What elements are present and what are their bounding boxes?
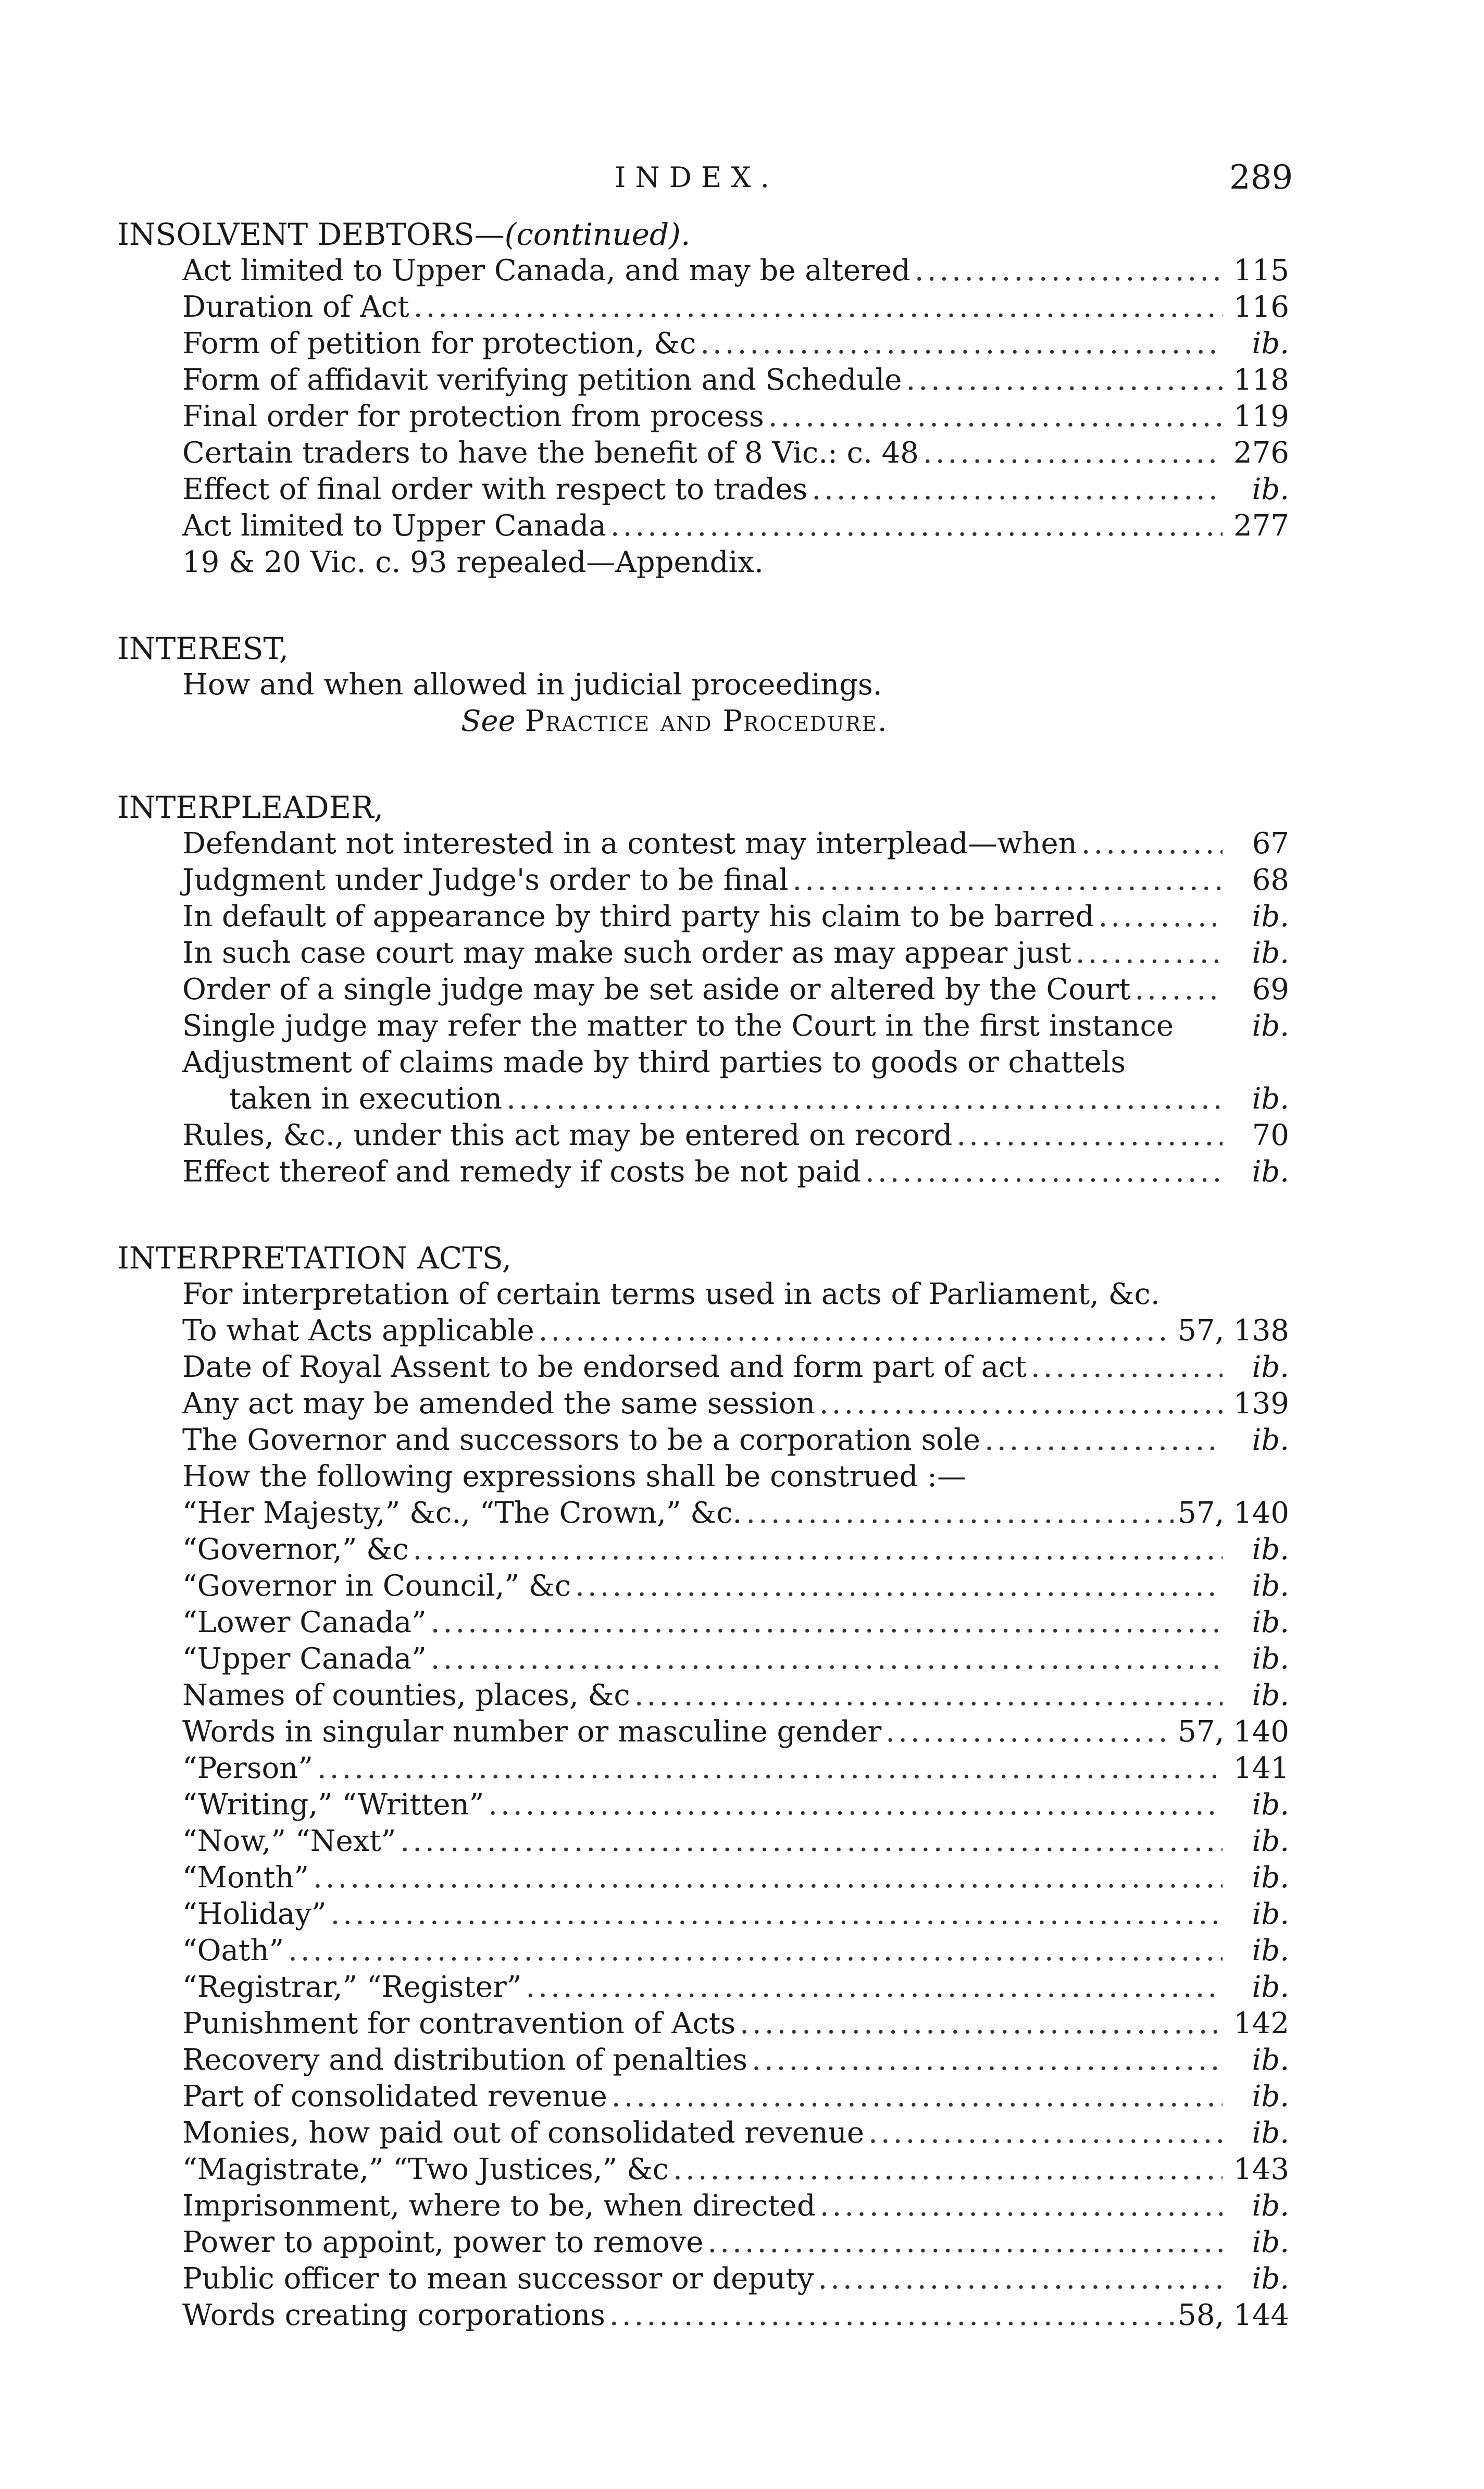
index-section <box>117 789 1289 1190</box>
dot-leader <box>746 1495 1174 1532</box>
index-entry <box>117 2006 1289 2042</box>
entry-text: Date of Royal Assent to be endorsed and form part of act <box>182 1350 1027 1384</box>
section-heading-suffix: (continued). <box>504 217 691 252</box>
entry-page-ref: 57, 140 <box>1178 1715 1289 1749</box>
entry-text: Certain traders to have the benefit of 8 Vic.: c. 48 <box>182 436 919 470</box>
entry-page-ref: 139 <box>1233 1387 1289 1421</box>
dot-leader <box>865 1154 1223 1190</box>
entry-text: Power to appoint, power to remove <box>182 2225 704 2259</box>
see-reference <box>117 703 1289 740</box>
entry-page-ref: ib. <box>1252 1082 1289 1116</box>
dot-leader <box>819 1386 1223 1422</box>
index-body <box>117 216 1289 2334</box>
index-entry <box>117 1896 1289 1933</box>
index-plain-line: 19 & 20 Vic. c. 93 repealed—Appendix. <box>182 545 764 579</box>
index-entry <box>117 1641 1289 1677</box>
entry-text: Effect of final order with respect to trades <box>182 472 808 506</box>
entry-page-ref: ib. <box>1252 2225 1289 2259</box>
dot-leader <box>526 1969 1223 2006</box>
index-entry <box>117 2115 1289 2151</box>
dot-leader <box>539 1313 1174 1349</box>
dot-leader <box>575 1568 1223 1604</box>
entry-page-ref: 57, 140 <box>1178 1496 1289 1530</box>
dot-leader <box>906 362 1223 399</box>
dot-leader <box>1031 1349 1223 1386</box>
index-entry <box>117 1349 1289 1386</box>
entry-text: Single judge may refer the matter to the Court in the first instance <box>182 1009 1174 1043</box>
entry-page-ref: 116 <box>1233 290 1289 324</box>
index-plain-line: How and when allowed in judicial proceedings. <box>182 668 882 702</box>
index-plain-line: For interpretation of certain terms used in acts of Parliament, &c. <box>182 1277 1160 1311</box>
entry-page-ref: ib. <box>1252 1155 1289 1189</box>
index-entry <box>117 508 1289 544</box>
index-entry <box>117 1750 1289 1787</box>
index-entry <box>117 862 1289 899</box>
entry-page-ref: ib. <box>1252 1350 1289 1384</box>
dot-leader <box>288 1933 1223 1969</box>
entry-text: Imprisonment, where to be, when directed <box>182 2189 816 2223</box>
entry-text: “Person” <box>182 1751 313 1785</box>
entry-page-ref: ib. <box>1252 1788 1289 1822</box>
dot-leader <box>609 2297 1174 2334</box>
section-gap <box>117 1190 1289 1240</box>
index-entry <box>117 826 1289 862</box>
entry-page-ref: ib. <box>1252 1934 1289 1968</box>
index-entry <box>117 1933 1289 1969</box>
entry-page-ref: 68 <box>1252 863 1289 897</box>
index-entry <box>117 1969 1289 2006</box>
entry-page-ref: ib. <box>1252 1533 1289 1566</box>
index-entry <box>117 1823 1289 1860</box>
entry-page-ref: ib. <box>1252 1569 1289 1603</box>
index-entry <box>117 2297 1289 2334</box>
dot-leader <box>431 1604 1223 1641</box>
entry-text: Words in singular number or masculine gender <box>182 1715 882 1749</box>
entry-page-ref: ib. <box>1252 1970 1289 2004</box>
dot-leader <box>1081 826 1223 862</box>
entry-text: Punishment for contravention of Acts <box>182 2007 736 2040</box>
index-plain-line: How the following expressions shall be construed :— <box>182 1460 966 1494</box>
section-heading-text: INTEREST, <box>117 631 289 666</box>
dot-leader <box>413 1532 1223 1568</box>
dot-leader <box>868 2115 1223 2151</box>
entry-page-ref: ib. <box>1252 1678 1289 1712</box>
dot-leader <box>792 862 1223 899</box>
dot-leader <box>612 2079 1223 2115</box>
entry-page-ref: 276 <box>1233 436 1289 470</box>
dot-leader <box>431 1641 1223 1677</box>
dot-leader <box>707 2224 1223 2261</box>
dot-leader <box>317 1750 1223 1787</box>
index-section <box>117 1240 1289 2334</box>
entry-text: “Governor,” &c <box>182 1533 409 1566</box>
entry-page-ref: 143 <box>1233 2152 1289 2186</box>
entry-text: Defendant not interested in a contest may interplead—when <box>182 827 1077 861</box>
section-gap <box>117 740 1289 789</box>
dot-leader <box>768 399 1223 435</box>
dot-leader <box>812 471 1223 508</box>
index-entry <box>117 1154 1289 1190</box>
section-heading-text: INTERPRETATION ACTS, <box>117 1240 512 1276</box>
index-entry <box>117 1568 1289 1604</box>
dot-leader <box>331 1896 1223 1933</box>
entry-text: To what Acts applicable <box>182 1314 534 1348</box>
index-entry <box>117 471 1289 508</box>
entry-text: Final order for protection from process <box>182 400 764 433</box>
dot-leader <box>752 2042 1223 2079</box>
entry-page-ref: ib. <box>1252 1423 1289 1457</box>
entry-text: “Writing,” “Written” <box>182 1788 484 1822</box>
entry-page-ref: 141 <box>1233 1751 1289 1785</box>
entry-text: Rules, &c., under this act may be entered on record <box>182 1118 953 1152</box>
index-entry <box>117 289 1289 326</box>
section-heading <box>117 789 1289 826</box>
entry-text: “Lower Canada” <box>182 1606 427 1639</box>
dot-leader <box>740 2006 1223 2042</box>
dot-leader <box>818 2261 1223 2297</box>
dot-leader <box>886 1714 1174 1750</box>
index-entry <box>117 1677 1289 1714</box>
index-entry <box>117 1714 1289 1750</box>
entry-text: Act limited to Upper Canada <box>182 509 606 543</box>
entry-page-ref: ib. <box>1252 900 1289 934</box>
dot-leader <box>506 1081 1223 1117</box>
entry-page-ref: ib. <box>1252 1824 1289 1858</box>
index-entry <box>117 1604 1289 1641</box>
entry-text: “Month” <box>182 1861 309 1895</box>
entry-text: “Oath” <box>182 1934 284 1968</box>
index-entry <box>117 1081 1289 1117</box>
entry-page-ref: 118 <box>1233 363 1289 397</box>
entry-text: Duration of Act <box>182 290 409 324</box>
index-entry <box>117 2079 1289 2115</box>
entry-text: “Registrar,” “Register” <box>182 1970 522 2004</box>
dot-leader <box>634 1677 1223 1714</box>
entry-page-ref: ib. <box>1252 327 1289 360</box>
index-entry <box>117 2188 1289 2224</box>
entry-page-ref: 70 <box>1252 1118 1289 1152</box>
entry-text: In such case court may make such order as may appear just <box>182 936 1071 970</box>
entry-page-ref: ib. <box>1252 1897 1289 1931</box>
section-heading <box>117 1240 1289 1276</box>
entry-page-ref: ib. <box>1252 2116 1289 2150</box>
entry-page-ref: ib. <box>1252 472 1289 506</box>
entry-text: In default of appearance by third party his claim to be barred <box>182 900 1094 934</box>
index-entry <box>117 935 1289 972</box>
entry-page-ref: ib. <box>1252 2080 1289 2113</box>
see-target: Practice and Procedure. <box>525 704 888 738</box>
section-heading-text: INTERPLEADER, <box>117 790 384 825</box>
dot-leader <box>414 289 1223 326</box>
section-heading <box>117 630 1289 667</box>
entry-page-ref: 277 <box>1233 509 1289 543</box>
index-entry <box>117 435 1289 471</box>
dot-leader <box>1134 972 1223 1008</box>
entry-text: Effect thereof and remedy if costs be not paid <box>182 1155 862 1189</box>
index-entry <box>117 1117 1289 1154</box>
entry-page-ref: 67 <box>1252 827 1289 861</box>
dot-leader <box>610 508 1223 544</box>
section-gap <box>117 581 1289 630</box>
dot-leader <box>673 2151 1223 2188</box>
index-entry <box>117 2224 1289 2261</box>
index-entry <box>117 1532 1289 1568</box>
entry-text: Order of a single judge may be set aside or altered by the Court <box>182 973 1131 1006</box>
entry-text: “Holiday” <box>182 1897 327 1931</box>
index-entry <box>117 362 1289 399</box>
entry-page-ref: ib. <box>1252 936 1289 970</box>
see-label: See <box>461 704 516 738</box>
running-title: INDEX. <box>615 161 779 194</box>
index-entry <box>117 1495 1289 1532</box>
entry-text: Judgment under Judge's order to be final <box>182 863 789 897</box>
entry-page-ref: ib. <box>1252 2043 1289 2077</box>
entry-text: “Magistrate,” “Two Justices,” &c <box>182 2152 669 2186</box>
index-section <box>117 216 1289 581</box>
index-entry <box>117 972 1289 1008</box>
section-heading <box>117 216 1289 253</box>
entry-text: Recovery and distribution of penalties <box>182 2043 747 2077</box>
index-entry <box>117 1787 1289 1823</box>
dot-leader <box>700 326 1223 362</box>
entry-text: Public officer to mean successor or deputy <box>182 2262 814 2296</box>
entry-page-ref: ib. <box>1252 1009 1289 1043</box>
dot-leader <box>915 253 1223 289</box>
running-head <box>0 154 1484 201</box>
entry-page-ref: 58, 144 <box>1178 2298 1289 2332</box>
dot-leader <box>313 1860 1223 1896</box>
dot-leader <box>400 1823 1223 1860</box>
index-plain-line: Adjustment of claims made by third parties to goods or chattels <box>182 1046 1126 1079</box>
index-entry <box>117 1386 1289 1422</box>
entry-page-ref: 57, 138 <box>1178 1314 1289 1348</box>
entry-page-ref: 115 <box>1233 254 1289 288</box>
entry-page-ref: 142 <box>1233 2007 1289 2040</box>
index-section <box>117 630 1289 740</box>
page-number: 289 <box>1229 158 1293 197</box>
index-entry <box>117 253 1289 289</box>
entry-page-ref: 69 <box>1252 973 1289 1006</box>
entry-text: “Her Majesty,” &c., “The Crown,” &c. <box>182 1496 742 1530</box>
dot-leader <box>1076 935 1223 972</box>
dot-leader <box>820 2188 1223 2224</box>
index-entry <box>117 1008 1289 1044</box>
section-heading-text: INSOLVENT DEBTORS— <box>117 217 505 252</box>
entry-page-ref: 119 <box>1233 400 1289 433</box>
entry-text: “Now,” “Next” <box>182 1824 396 1858</box>
dot-leader <box>923 435 1223 471</box>
entry-page-ref: ib. <box>1252 1642 1289 1676</box>
entry-page-ref: ib. <box>1252 1861 1289 1895</box>
index-entry <box>117 2261 1289 2297</box>
entry-text: Monies, how paid out of consolidated revenue <box>182 2116 865 2150</box>
entry-text: Form of petition for protection, &c <box>182 327 696 360</box>
dot-leader <box>488 1787 1223 1823</box>
entry-text: The Governor and successors to be a corporation sole <box>182 1423 981 1457</box>
dot-leader <box>956 1117 1223 1154</box>
entry-text: Names of counties, places, &c <box>182 1678 630 1712</box>
entry-text: Form of affidavit verifying petition and Schedule <box>182 363 902 397</box>
entry-text: Words creating corporations <box>182 2298 605 2332</box>
index-entry <box>117 1860 1289 1896</box>
dot-leader <box>1098 899 1223 935</box>
entry-text: taken in execution <box>229 1082 503 1116</box>
entry-page-ref: ib. <box>1252 2189 1289 2223</box>
entry-text: Part of consolidated revenue <box>182 2080 607 2113</box>
index-entry <box>117 326 1289 362</box>
entry-text: “Governor in Council,” &c <box>182 1569 571 1603</box>
index-entry <box>117 1313 1289 1349</box>
entry-text: Any act may be amended the same session <box>182 1387 815 1421</box>
dot-leader <box>984 1422 1223 1459</box>
index-entry <box>117 899 1289 935</box>
entry-text: Act limited to Upper Canada, and may be altered <box>182 254 911 288</box>
index-entry <box>117 2042 1289 2079</box>
index-entry <box>117 399 1289 435</box>
entry-page-ref: ib. <box>1252 1606 1289 1639</box>
entry-text: “Upper Canada” <box>182 1642 427 1676</box>
index-entry <box>117 2151 1289 2188</box>
index-entry <box>117 1422 1289 1459</box>
entry-page-ref: ib. <box>1252 2262 1289 2296</box>
